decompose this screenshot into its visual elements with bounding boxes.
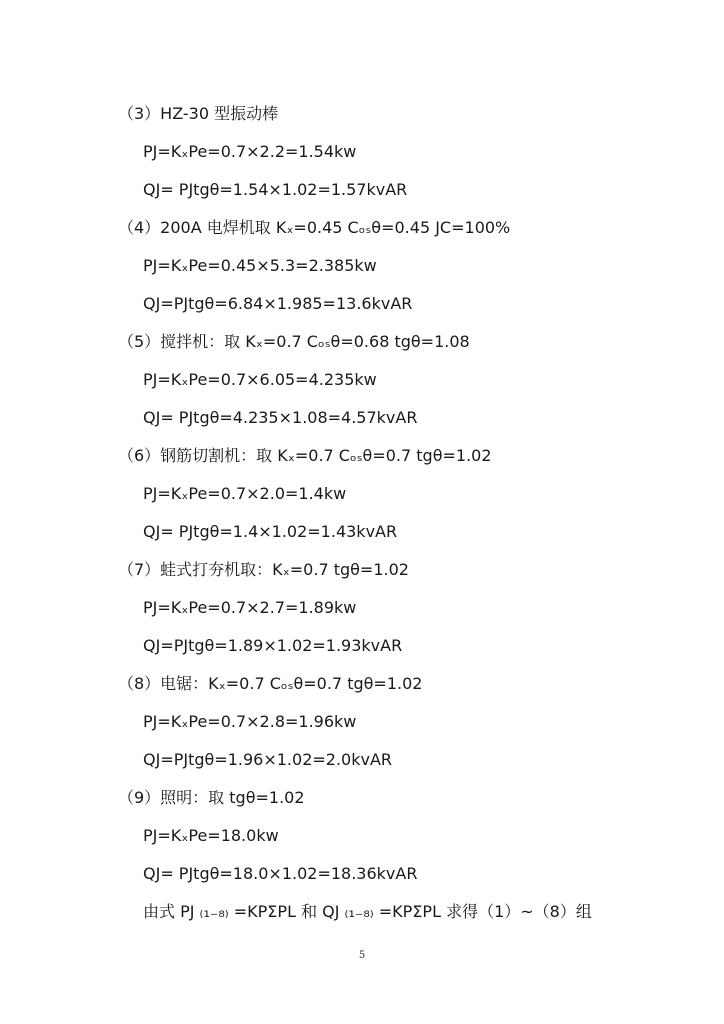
item-5-pj: PJ=KₓPe=0.7×6.05=4.235kw bbox=[143, 370, 377, 389]
item-5-heading: （5）搅拌机：取 Kₓ=0.7 Cₒₛθ=0.68 tgθ=1.08 bbox=[118, 332, 470, 351]
item-5-qj: QJ= PJtgθ=4.235×1.08=4.57kvAR bbox=[143, 408, 418, 427]
item-7-qj: QJ=PJtgθ=1.89×1.02=1.93kvAR bbox=[143, 636, 403, 655]
item-4-pj: PJ=KₓPe=0.45×5.3=2.385kw bbox=[143, 256, 377, 275]
item-8-pj: PJ=KₓPe=0.7×2.8=1.96kw bbox=[143, 712, 357, 731]
item-9-heading: （9）照明：取 tgθ=1.02 bbox=[118, 788, 305, 807]
item-6-heading: （6）钢筋切割机：取 Kₓ=0.7 Cₒₛθ=0.7 tgθ=1.02 bbox=[118, 446, 492, 465]
page-number: 5 bbox=[358, 950, 366, 961]
item-7-heading: （7）蛙式打夯机取：Kₓ=0.7 tgθ=1.02 bbox=[118, 560, 409, 579]
item-3-qj: QJ= PJtgθ=1.54×1.02=1.57kvAR bbox=[143, 180, 408, 199]
item-4-qj: QJ=PJtgθ=6.84×1.985=13.6kvAR bbox=[143, 294, 413, 313]
item-9-pj: PJ=KₓPe=18.0kw bbox=[143, 826, 279, 845]
item-8-heading: （8）电锯：Kₓ=0.7 Cₒₛθ=0.7 tgθ=1.02 bbox=[118, 674, 423, 693]
item-6-qj: QJ= PJtgθ=1.4×1.02=1.43kvAR bbox=[143, 522, 398, 541]
item-3-heading: （3）HZ-30 型振动棒 bbox=[118, 104, 279, 123]
item-8-qj: QJ=PJtgθ=1.96×1.02=2.0kvAR bbox=[143, 750, 393, 769]
item-7-pj: PJ=KₓPe=0.7×2.7=1.89kw bbox=[143, 598, 357, 617]
item-9-qj: QJ= PJtgθ=18.0×1.02=18.36kvAR bbox=[143, 864, 418, 883]
summary-line: 由式 PJ ₍₁₋₈₎ =KPΣPL 和 QJ ₍₁₋₈₎ =KPΣPL 求得（1）~（8）组 bbox=[143, 902, 592, 921]
item-6-pj: PJ=KₓPe=0.7×2.0=1.4kw bbox=[143, 484, 347, 503]
item-3-pj: PJ=KₓPe=0.7×2.2=1.54kw bbox=[143, 142, 357, 161]
item-4-heading: （4）200A 电焊机取 Kₓ=0.45 Cₒₛθ=0.45 JC=100% bbox=[118, 218, 511, 237]
